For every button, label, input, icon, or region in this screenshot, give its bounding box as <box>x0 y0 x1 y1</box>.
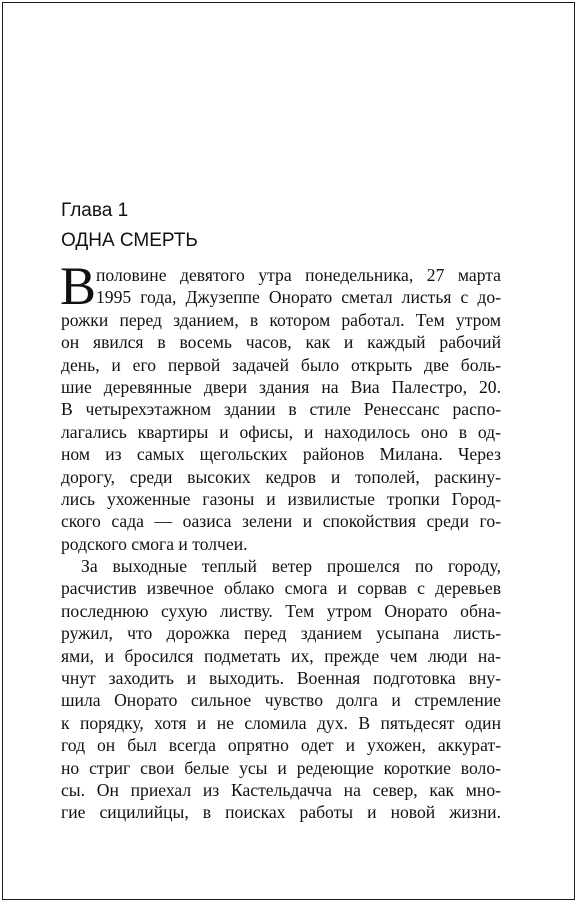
text-line: 1995 года, Джузеппе Онорато сметал листья с до- <box>96 287 501 308</box>
paragraph-2 <box>61 555 501 824</box>
text-line: лагались квартиры и офисы, и находилось оно в од- <box>61 421 501 442</box>
text-line: ружил, что дорожка перед зданием усыпана листь- <box>61 623 501 644</box>
text-line: но стриг свои белые усы и редеющие короткие воло- <box>61 757 501 778</box>
text-line: рожки перед зданием, в котором работал. Тем утром <box>61 309 501 330</box>
text-line: день, и его первой задачей было открыть две боль- <box>61 354 501 375</box>
text-line: год он был всегда опрятно одет и ухожен, аккурат- <box>61 735 501 756</box>
text-line: последнюю сухую листву. Тем утром Онорато обна- <box>61 600 501 621</box>
chapter-label: Глава 1 <box>61 200 129 221</box>
text-line: ского сада — оазиса зелени и спокойствия среди го- <box>61 511 501 532</box>
text-line: За выходные теплый ветер прошелся по городу, <box>81 556 501 577</box>
text-line: расчистив извечное облако смога и сорвав с деревьев <box>61 578 501 599</box>
text-line: шие деревянные двери здания на Виа Палестро, 20. <box>61 376 501 397</box>
paragraph-1 <box>61 264 501 555</box>
chapter-title: ОДНА СМЕРТЬ <box>61 230 198 251</box>
text-line: гие сицилийцы, в поисках работы и новой жизни. <box>61 802 501 823</box>
text-line: он явился в восемь часов, как и каждый рабочий <box>61 332 501 353</box>
text-line: дорогу, среди высоких кедров и тополей, раскину- <box>61 466 501 487</box>
drop-cap: В <box>60 256 97 316</box>
text-line: шила Онорато сильное чувство долга и стремление <box>61 690 501 711</box>
text-line: половине девятого утра понедельника, 27 марта <box>96 265 501 285</box>
body-text <box>60 256 501 824</box>
text-line: родского смога и толчеи. <box>61 533 248 554</box>
text-line: ями, и бросился подметать их, прежде чем люди на- <box>61 645 501 666</box>
text-line: к порядку, хотя и не сломила дух. В пятьдесят один <box>61 712 501 733</box>
text-line: чнут заходить и выходить. Военная подготовка вну- <box>61 668 501 689</box>
text-line: лись ухоженные газоны и извилистые тропки Город- <box>61 488 501 509</box>
text-line: ном из самых щегольских районов Милана. Через <box>61 444 501 465</box>
text-line: сы. Он приехал из Кастельдачча на север, как мно- <box>61 779 501 800</box>
text-line: В четырехэтажном здании в стиле Ренессанс распо- <box>61 399 501 420</box>
